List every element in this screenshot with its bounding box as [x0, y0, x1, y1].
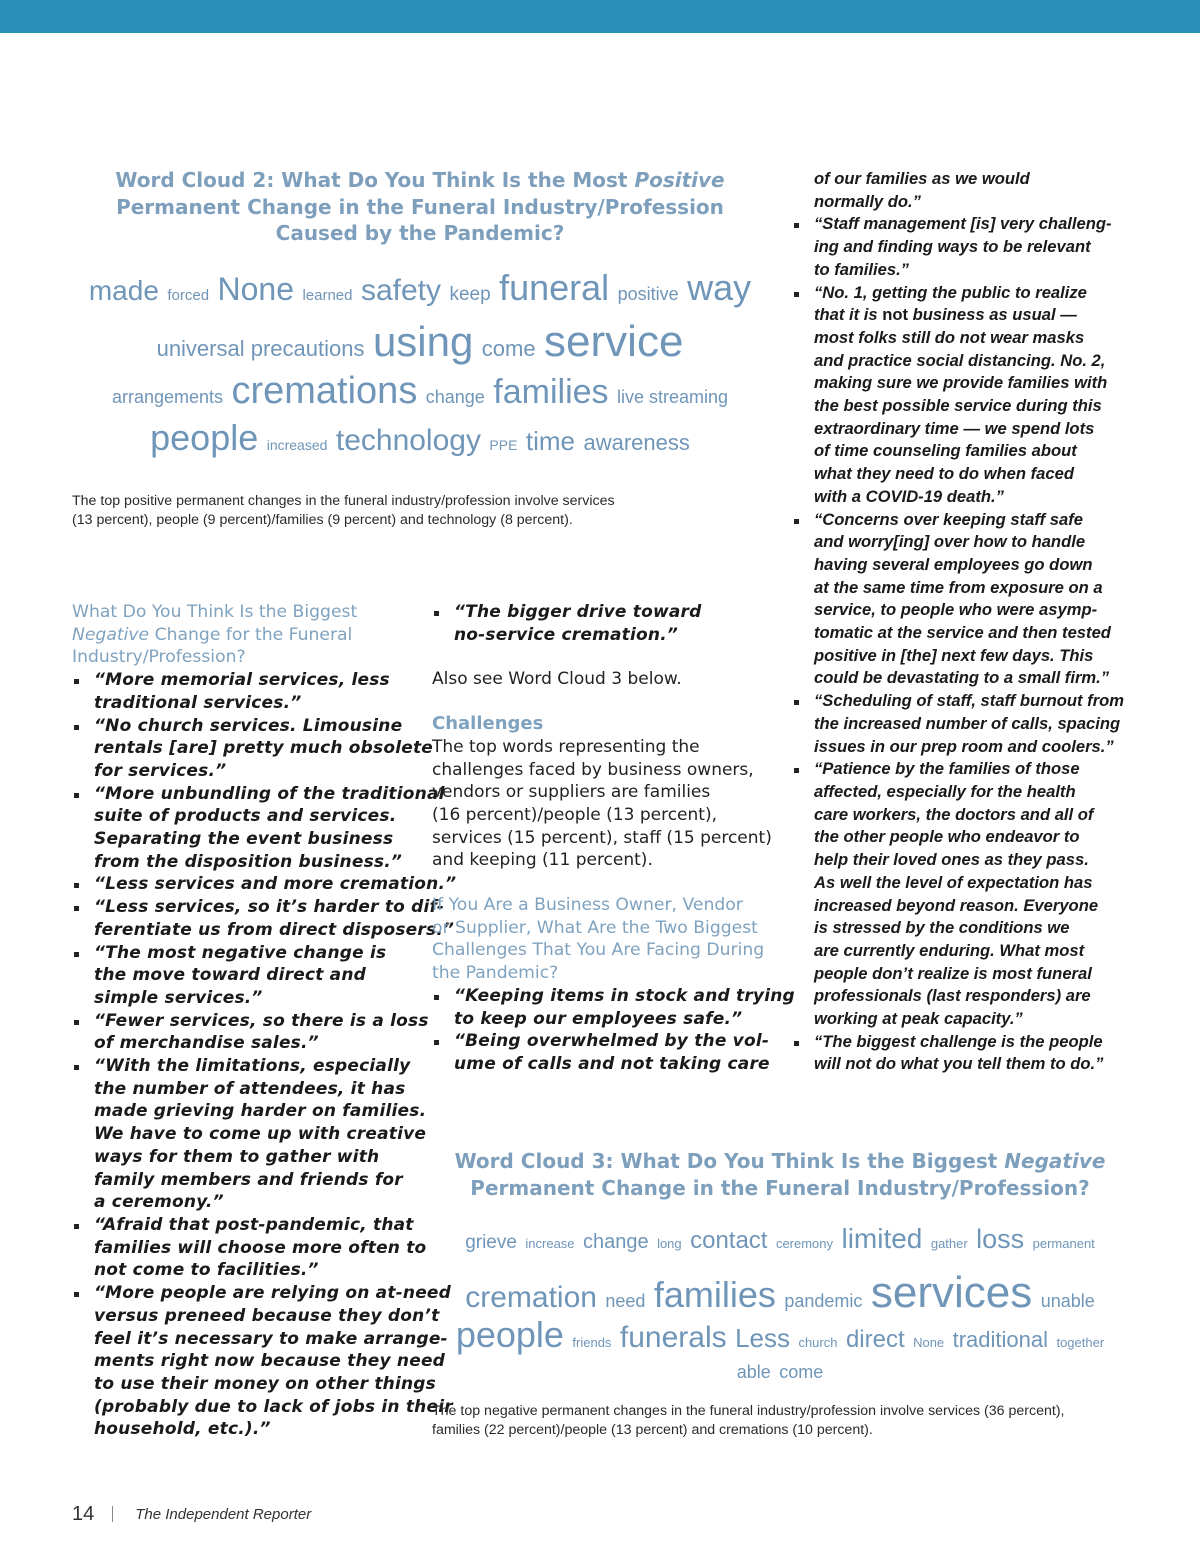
word-cloud-3-caption: The top negative permanent changes in the funeral industry/profession involve services (36 percent), families (22 percent)/people (13 percent) and cremations (10 percent). — [432, 1403, 1065, 1438]
cloud-word: funeral — [499, 267, 610, 308]
list-item: “Fewer services, so there is a loss of merchandise sales.” — [72, 1010, 417, 1055]
cloud-word: traditional — [952, 1327, 1048, 1352]
list-item: “Staff management [is] very challeng- ing and finding ways to be relevant to families.” — [792, 213, 1137, 281]
cloud-word: arrangements — [111, 387, 224, 407]
cloud-word: families — [493, 373, 609, 411]
cloud-word: funerals — [619, 1321, 727, 1354]
cloud-word: come — [481, 336, 536, 361]
middle-quote-list — [432, 601, 777, 646]
cloud-word: gather — [930, 1236, 968, 1251]
cloud-word: come — [779, 1362, 824, 1382]
cloud-word: loss — [976, 1224, 1025, 1254]
cloud-word: awareness — [583, 430, 690, 455]
list-item: “More memorial services, less traditional services.” — [72, 669, 417, 714]
list-item: “Being overwhelmed by the vol- ume of calls and not taking care — [432, 1030, 777, 1075]
page-number: 14 — [72, 1502, 95, 1525]
word-cloud-3-title: Word Cloud 3: What Do You Think Is the Biggest Negative Permanent Change in the Funeral Industry/Profession? — [454, 1149, 1106, 1200]
challenges-paragraph: The top words representing the challenges faced by business owners, vendors or suppliers are families (16 percent)/people (13 percent), services (15 percent), staff (15 percent) and keeping (11 percent). — [432, 736, 772, 871]
cloud-word: positive — [617, 284, 679, 304]
cloud-word: Less — [735, 1323, 790, 1353]
also-see-note: Also see Word Cloud 3 below. — [432, 669, 682, 690]
list-item: “More people are relying on at-need versus preneed because they don’t feel it’s necessary to make arrange- ments right now because they need to use their money on other things (probably due to lack of jobs in their household, etc.).” — [72, 1282, 417, 1441]
cloud-word: long — [657, 1236, 682, 1251]
list-item: “Scheduling of staff, staff burnout from the increased number of calls, spacing issues in our prep room and coolers.” — [792, 690, 1137, 758]
page-footer — [72, 1500, 311, 1528]
cloud-word: church — [798, 1335, 838, 1350]
cloud-word: live streaming — [616, 387, 729, 407]
cloud-word: cremation — [465, 1281, 597, 1314]
cloud-word: using — [372, 318, 474, 365]
challenges-heading: Challenges — [432, 713, 544, 735]
top-color-bar — [0, 0, 1200, 33]
list-item: “More unbundling of the traditional suite of products and services. Separating the event business from the disposition business.” — [72, 783, 417, 874]
middle-column — [432, 601, 795, 1076]
cloud-word: technology — [335, 424, 481, 457]
cloud-word: cremations — [231, 370, 418, 412]
cloud-word: service — [544, 317, 684, 366]
word-cloud-2-caption: The top positive permanent changes in the funeral industry/profession involve services (13 percent), people (9 percent)/families (9 percent) and technology (8 percent). — [72, 493, 615, 528]
continued-quote: of our families as we would normally do.” — [814, 169, 1030, 211]
right-column — [792, 168, 1137, 1076]
cloud-word: families — [653, 1274, 776, 1315]
cloud-word: learned — [302, 287, 353, 304]
word-cloud-3 — [432, 1225, 1128, 1391]
list-item: “Less services and more cremation.” — [72, 873, 417, 896]
list-item: “No church services. Limousine rentals [are] pretty much obsolete for services.” — [72, 715, 417, 783]
cloud-word: time — [525, 426, 576, 456]
list-item: “With the limitations, especially the number of attendees, it has made grieving harder on families. We have to come up with creative ways for them to gather with family members and friends for a ceremony.” — [72, 1055, 417, 1214]
list-item: “Concerns over keeping staff safe and worry[ing] over how to handle having several employees go down at the same time from exposure on a service, to people who were asymp- tomatic at the service and then tested positive in [the] next few days. This could be devastating to a small firm.” — [792, 509, 1137, 691]
cloud-word: unable — [1040, 1291, 1095, 1311]
list-item: “Patience by the families of those affected, especially for the health care workers, the doctors and all of the other people who endeavor to help their loved ones as they pass. As well the level of expectation has increased beyond reason. Everyone is stressed by the conditions we are currently enduring. What most people don’t realize is most funeral professionals (last responders) are working at peak capacity.” — [792, 758, 1137, 1030]
list-item: “The biggest challenge is the people will not do what you tell them to do.” — [792, 1031, 1137, 1076]
cloud-word: direct — [845, 1326, 905, 1353]
list-item: “No. 1, getting the public to realize that it is not business as usual — most folks still do not wear masks and practice social distancing. No. 2, making sure we provide families with the best possible service during this extraordinary time — we spend lots of time counseling families about what they need to do when faced with a COVID-19 death.” — [792, 282, 1137, 509]
cloud-word: ceremony — [775, 1236, 834, 1251]
cloud-word: pandemic — [784, 1291, 863, 1311]
right-quotes-list — [792, 213, 1137, 1076]
cloud-word: PPE — [489, 437, 518, 453]
cloud-word: keep — [449, 284, 491, 305]
cloud-word: services — [870, 1268, 1033, 1317]
list-item: “Afraid that post-pandemic, that families will choose more often to not come to facilities.” — [72, 1214, 417, 1282]
cloud-word: together — [1056, 1335, 1105, 1350]
cloud-word: safety — [360, 274, 441, 307]
cloud-word: people — [455, 1314, 564, 1355]
cloud-word: contact — [690, 1227, 768, 1254]
cloud-word: limited — [841, 1223, 923, 1254]
cloud-word: able — [736, 1362, 771, 1382]
owner-quotes-list — [432, 985, 795, 1076]
word-cloud-2-title: Word Cloud 2: What Do You Think Is the Most Positive Permanent Change in the Funeral Industry/Profession Caused by the Pandemic? — [115, 168, 725, 245]
negative-quotes-list — [72, 669, 457, 1441]
cloud-word: None — [217, 271, 294, 307]
cloud-word: increased — [266, 437, 328, 453]
list-item: “Less services, so it’s harder to dif- ferentiate us from direct disposers.” — [72, 896, 417, 941]
cloud-word: change — [425, 387, 485, 407]
negative-change-section — [72, 601, 457, 1441]
cloud-word: grieve — [465, 1232, 517, 1253]
list-item: “Keeping items in stock and trying to keep our employees safe.” — [432, 985, 777, 1030]
cloud-word: universal precautions — [156, 336, 365, 361]
cloud-word: people — [150, 417, 259, 458]
cloud-word: forced — [167, 287, 210, 304]
cloud-word: increase — [525, 1236, 575, 1251]
list-item: “The most negative change is the move toward direct and simple services.” — [72, 942, 417, 1010]
cloud-word: way — [687, 267, 752, 308]
cloud-word: made — [88, 275, 159, 306]
cloud-word: friends — [572, 1335, 612, 1350]
publication-name: The Independent Reporter — [135, 1505, 312, 1523]
cloud-word: permanent — [1032, 1236, 1095, 1251]
word-cloud-2 — [72, 267, 768, 468]
business-owner-heading: If You Are a Business Owner, Vendor or Supplier, What Are the Two Biggest Challenges That You Are Facing During the Pandemic? — [432, 895, 765, 984]
cloud-word: change — [582, 1231, 649, 1253]
cloud-word: None — [913, 1335, 945, 1350]
negative-change-heading: What Do You Think Is the Biggest Negative Change for the Funeral Industry/Profession? — [72, 602, 358, 668]
list-item: “The bigger drive toward no-service cremation.” — [432, 601, 777, 646]
footer-divider — [112, 1506, 113, 1522]
cloud-word: need — [605, 1291, 646, 1311]
